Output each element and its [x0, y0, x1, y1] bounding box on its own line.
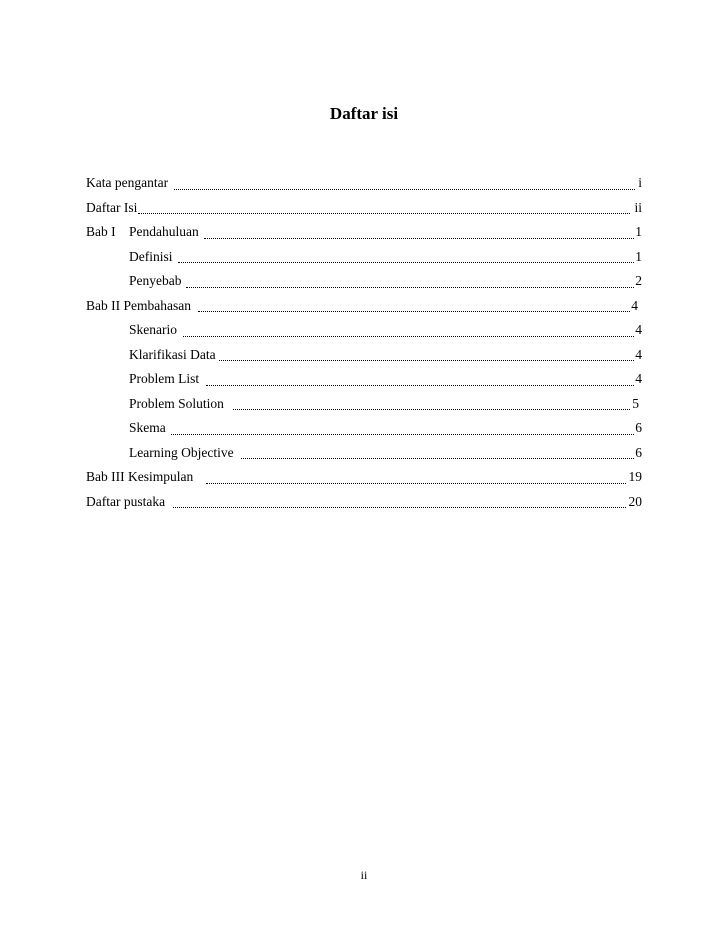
- toc-entry-penyebab[interactable]: [86, 269, 642, 294]
- toc-entry-definisi[interactable]: [86, 245, 642, 270]
- toc-entry-page: 19: [628, 469, 642, 484]
- page-number-text: ii: [360, 868, 368, 882]
- page-number: [0, 868, 728, 883]
- toc-entry-bab-2[interactable]: [86, 294, 642, 319]
- toc-dot-leader: [233, 409, 630, 410]
- toc-entry-skema[interactable]: [86, 416, 642, 441]
- toc-entry-label: Penyebab: [129, 273, 182, 288]
- toc-entry-label: Skenario: [129, 322, 177, 337]
- toc-entry-label: Bab III Kesimpulan: [86, 469, 194, 484]
- toc-entry-label: Skema: [129, 420, 166, 435]
- toc-entry-page: 6: [635, 444, 642, 460]
- page-title-text: Daftar isi: [329, 104, 399, 123]
- toc-dot-leader: [241, 458, 634, 459]
- toc-entry-klarifikasi-data[interactable]: [86, 343, 642, 368]
- table-of-contents: [86, 171, 642, 514]
- toc-dot-leader: [198, 311, 630, 312]
- toc-entry-label: Bab II Pembahasan: [86, 297, 191, 313]
- toc-entry-page: 2: [635, 273, 642, 288]
- toc-entry-page: 4: [635, 322, 642, 337]
- toc-dot-leader: [206, 483, 626, 484]
- toc-entry-label: Problem List: [129, 371, 200, 386]
- toc-entry-kata-pengantar[interactable]: [86, 171, 642, 196]
- toc-entry-problem-solution[interactable]: [86, 392, 642, 417]
- toc-entry-learning-objective[interactable]: [86, 441, 642, 466]
- toc-dot-leader: [186, 287, 634, 288]
- toc-entry-page: 6: [635, 420, 642, 435]
- toc-entry-label: Daftar pustaka: [86, 493, 166, 509]
- toc-dot-leader: [204, 238, 634, 239]
- toc-entry-skenario[interactable]: [86, 318, 642, 343]
- toc-entry-page: 5: [632, 395, 639, 411]
- toc-dot-leader: [174, 189, 635, 190]
- toc-entry-daftar-isi[interactable]: [86, 196, 642, 221]
- toc-entry-label: Pendahuluan: [129, 224, 199, 239]
- toc-chapter-number: Bab I: [86, 224, 116, 239]
- toc-entry-bab-1[interactable]: [86, 220, 642, 245]
- toc-entry-label: Daftar Isi: [86, 199, 138, 215]
- toc-entry-page: ii: [634, 199, 642, 215]
- toc-entry-bab-3[interactable]: [86, 465, 642, 490]
- toc-entry-page: 20: [628, 493, 642, 509]
- toc-entry-page: 1: [635, 248, 642, 264]
- toc-dot-leader: [206, 385, 634, 386]
- toc-entry-label: Problem Solution: [129, 395, 224, 411]
- toc-entry-label: Definisi: [129, 248, 173, 264]
- page-title: [0, 104, 728, 124]
- toc-entry-daftar-pustaka[interactable]: [86, 490, 642, 515]
- toc-dot-leader: [173, 507, 626, 508]
- toc-entry-page: i: [638, 175, 642, 190]
- toc-entry-label: Learning Objective: [129, 444, 234, 460]
- toc-entry-page: 4: [631, 297, 638, 313]
- toc-dot-leader: [171, 434, 634, 435]
- toc-entry-page: 1: [635, 224, 642, 239]
- toc-dot-leader: [219, 360, 634, 361]
- toc-dot-leader: [138, 213, 630, 214]
- toc-entry-label: Klarifikasi Data: [129, 346, 216, 362]
- toc-entry-page: 4: [635, 371, 642, 386]
- toc-dot-leader: [183, 336, 634, 337]
- toc-entry-page: 4: [635, 346, 642, 362]
- toc-entry-problem-list[interactable]: [86, 367, 642, 392]
- toc-dot-leader: [178, 262, 634, 263]
- toc-entry-label: Kata pengantar: [86, 175, 169, 190]
